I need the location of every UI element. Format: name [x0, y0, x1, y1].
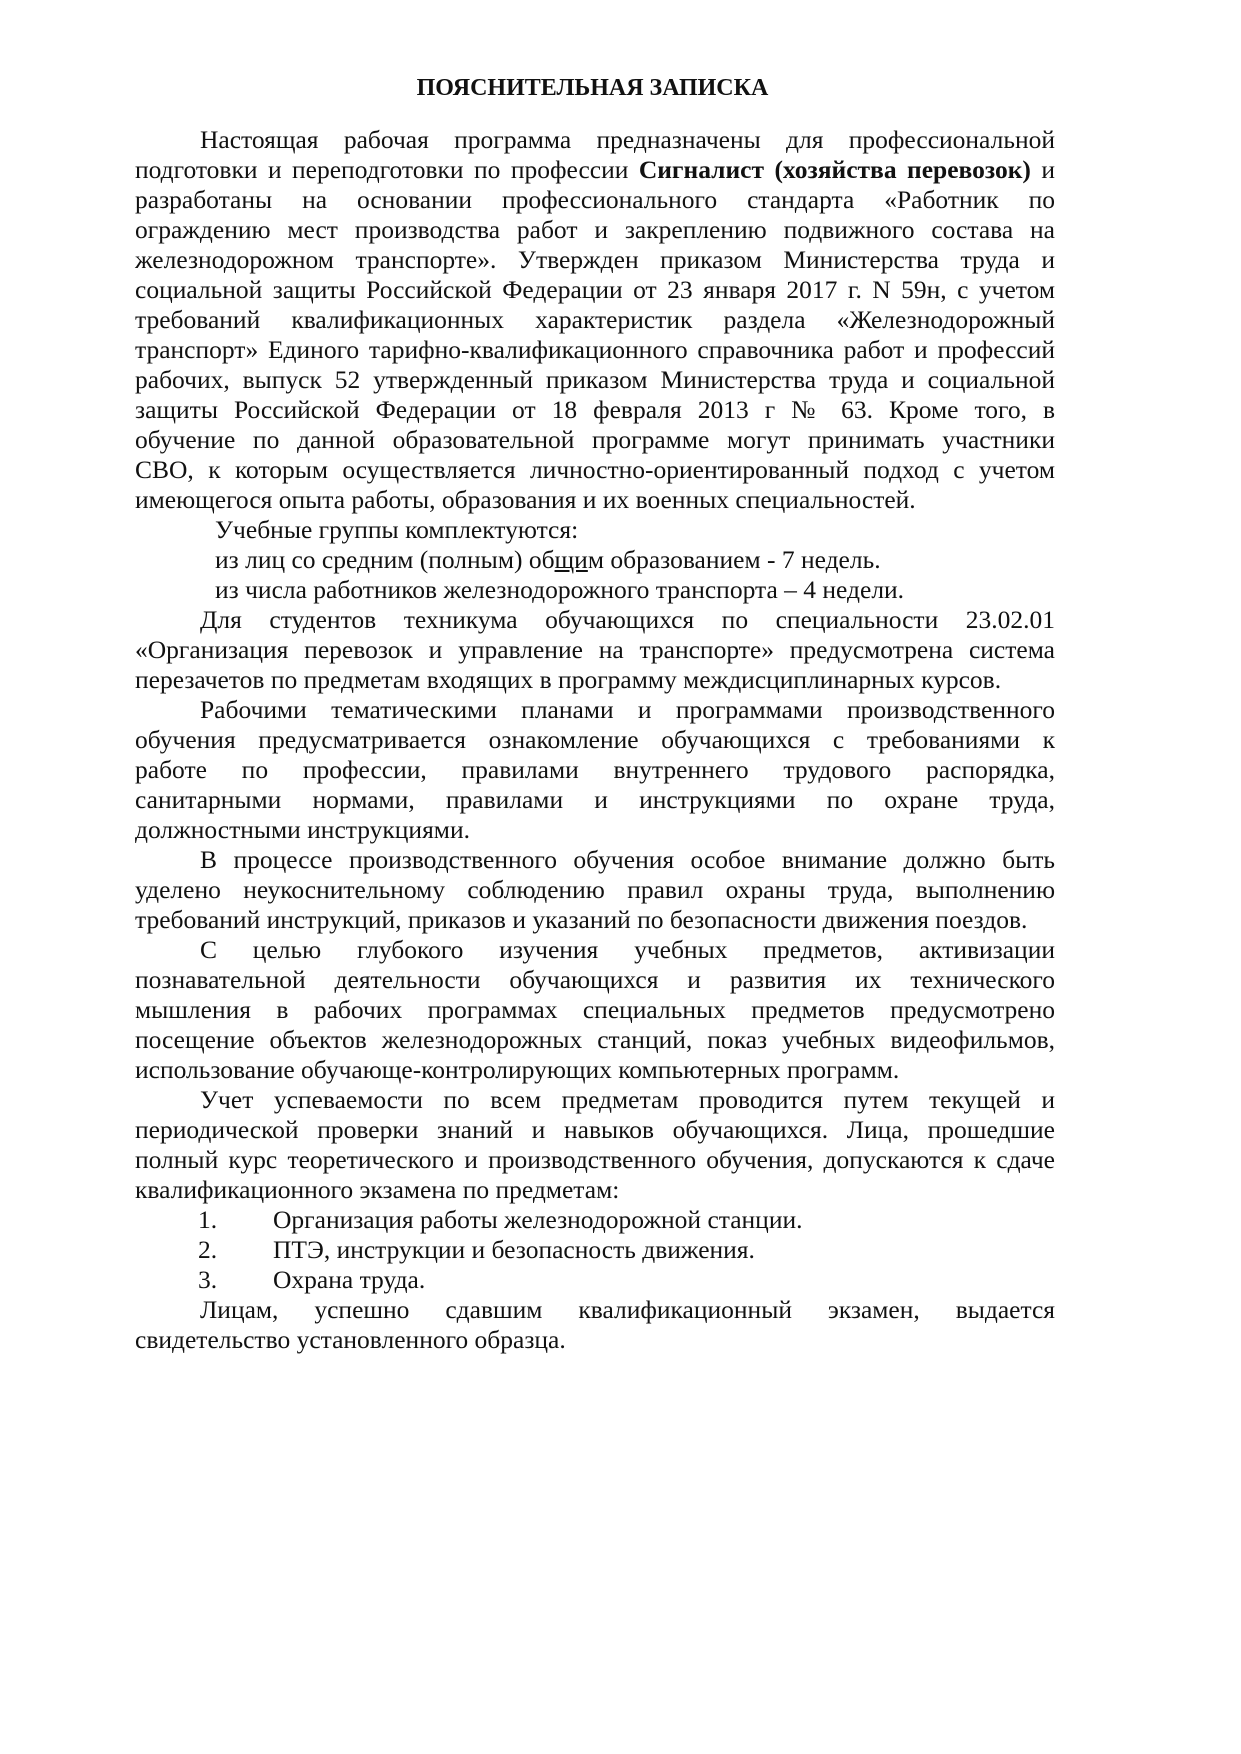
text-line: использование обучающе-контролирующих компьютерных программ. — [135, 1055, 900, 1084]
exam-subject-item — [135, 1235, 1055, 1265]
text-line: рабочих, выпуск 52 утвержденный приказом Министерства труда и социальной — [135, 365, 1055, 394]
paragraph — [135, 1085, 1055, 1205]
text-span: из лиц со средним (полным) об — [215, 545, 555, 574]
exam-subject-item — [135, 1265, 1055, 1295]
groups-heading: Учебные группы комплектуются: — [215, 515, 579, 544]
groups-block — [135, 515, 1055, 605]
text-line: Настоящая рабочая программа предназначены для профессиональной — [200, 125, 1055, 154]
list-number: 2. — [198, 1235, 218, 1264]
text-line: Для студентов техникума обучающихся по специальности 23.02.01 — [200, 605, 1055, 634]
text-line: Лицам, успешно сдавшим квалификационный экзамен, выдается — [200, 1295, 1055, 1324]
text-line: свидетельство установленного образца. — [135, 1325, 566, 1354]
text-line: Учет успеваемости по всем предметам проводится путем текущей и — [200, 1085, 1055, 1114]
text-span: подготовки и переподготовки по профессии — [135, 155, 639, 184]
text-line: железнодорожном транспорте». Утвержден приказом Министерства труда и — [135, 245, 1055, 274]
text-line: санитарными нормами, правилами и инструкциями по охране труда, — [135, 785, 1055, 814]
group-item — [135, 545, 1055, 575]
text-line: квалификационного экзамена по предметам: — [135, 1175, 620, 1204]
list-text: ПТЭ, инструкции и безопасность движения. — [273, 1235, 755, 1264]
group-item: из числа работников железнодорожного транспорта – 4 недели. — [215, 575, 905, 604]
text-line: мышления в рабочих программах специальных предметов предусмотрено — [135, 995, 1055, 1024]
text-line: требований инструкций, приказов и указаний по безопасности движения поездов. — [135, 905, 1028, 934]
text-line: транспорт» Единого тарифно-квалификационного справочника работ и профессий — [135, 335, 1055, 364]
text-line: обучения предусматривается ознакомление обучающихся с требованиями к — [135, 725, 1055, 754]
list-text: Охрана труда. — [273, 1265, 426, 1294]
closing-paragraph — [135, 1295, 1055, 1355]
text-line: СВО, к которым осуществляется личностно-ориентированный подход с учетом — [135, 455, 1055, 484]
text-line: С целью глубокого изучения учебных предметов, активизации — [200, 935, 1055, 964]
paragraphs — [135, 605, 1055, 1205]
text-line: периодической проверки знаний и навыков обучающихся. Лица, прошедшие — [135, 1115, 1055, 1144]
text-line — [135, 155, 1055, 185]
text-line: полный курс теоретического и производственного обучения, допускаются к сдаче — [135, 1145, 1055, 1174]
text-line: работе по профессии, правилами внутреннего трудового распорядка, — [135, 755, 1055, 784]
text-line: защиты Российской Федерации от 18 февраля 2013 г № 63. Кроме того, в — [135, 395, 1055, 424]
document-title: ПОЯСНИТЕЛЬНАЯ ЗАПИСКА — [416, 75, 769, 101]
text-line: должностными инструкциями. — [135, 815, 470, 844]
paragraph — [135, 845, 1055, 935]
exam-subject-item — [135, 1205, 1055, 1235]
text-line: обучение по данной образовательной программе могут принимать участники — [135, 425, 1055, 454]
text-line: требований квалификационных характеристик раздела «Железнодорожный — [135, 305, 1055, 334]
profession-name: Сигналист (хозяйства перевозок) — [638, 155, 1031, 184]
exam-subject-list — [135, 1205, 1055, 1295]
list-number: 3. — [198, 1265, 218, 1294]
document-body — [135, 125, 1055, 1355]
text-line: разработаны на основании профессионального стандарта «Работник по — [135, 185, 1055, 214]
text-line: посещение объектов железнодорожных станций, показ учебных видеофильмов, — [135, 1025, 1055, 1054]
list-text: Организация работы железнодорожной станции. — [273, 1205, 803, 1234]
underlined-text: щи — [554, 545, 588, 574]
text-line: ограждению мест производства работ и закреплению подвижного состава на — [135, 215, 1055, 244]
text-line: В процессе производственного обучения особое внимание должно быть — [200, 845, 1055, 874]
paragraph — [135, 695, 1055, 845]
text-line: Рабочими тематическими планами и программами производственного — [200, 695, 1055, 724]
text-span: и — [1030, 155, 1055, 184]
text-line: познавательной деятельности обучающихся и развития их технического — [135, 965, 1055, 994]
text-line: уделено неукоснительному соблюдению правил охраны труда, выполнению — [135, 875, 1055, 904]
text-span: м образованием - 7 недель. — [587, 545, 881, 574]
text-line: имеющегося опыта работы, образования и их военных специальностей. — [135, 485, 916, 514]
paragraph — [135, 605, 1055, 695]
text-line: перезачетов по предметам входящих в программу междисциплинарных курсов. — [135, 665, 1002, 694]
intro-paragraph — [135, 125, 1055, 515]
list-number: 1. — [198, 1205, 218, 1234]
text-line: «Организация перевозок и управление на транспорте» предусмотрена система — [135, 635, 1055, 664]
paragraph — [135, 935, 1055, 1085]
text-line: социальной защиты Российской Федерации от 23 января 2017 г. N 59н, с учетом — [135, 275, 1055, 304]
